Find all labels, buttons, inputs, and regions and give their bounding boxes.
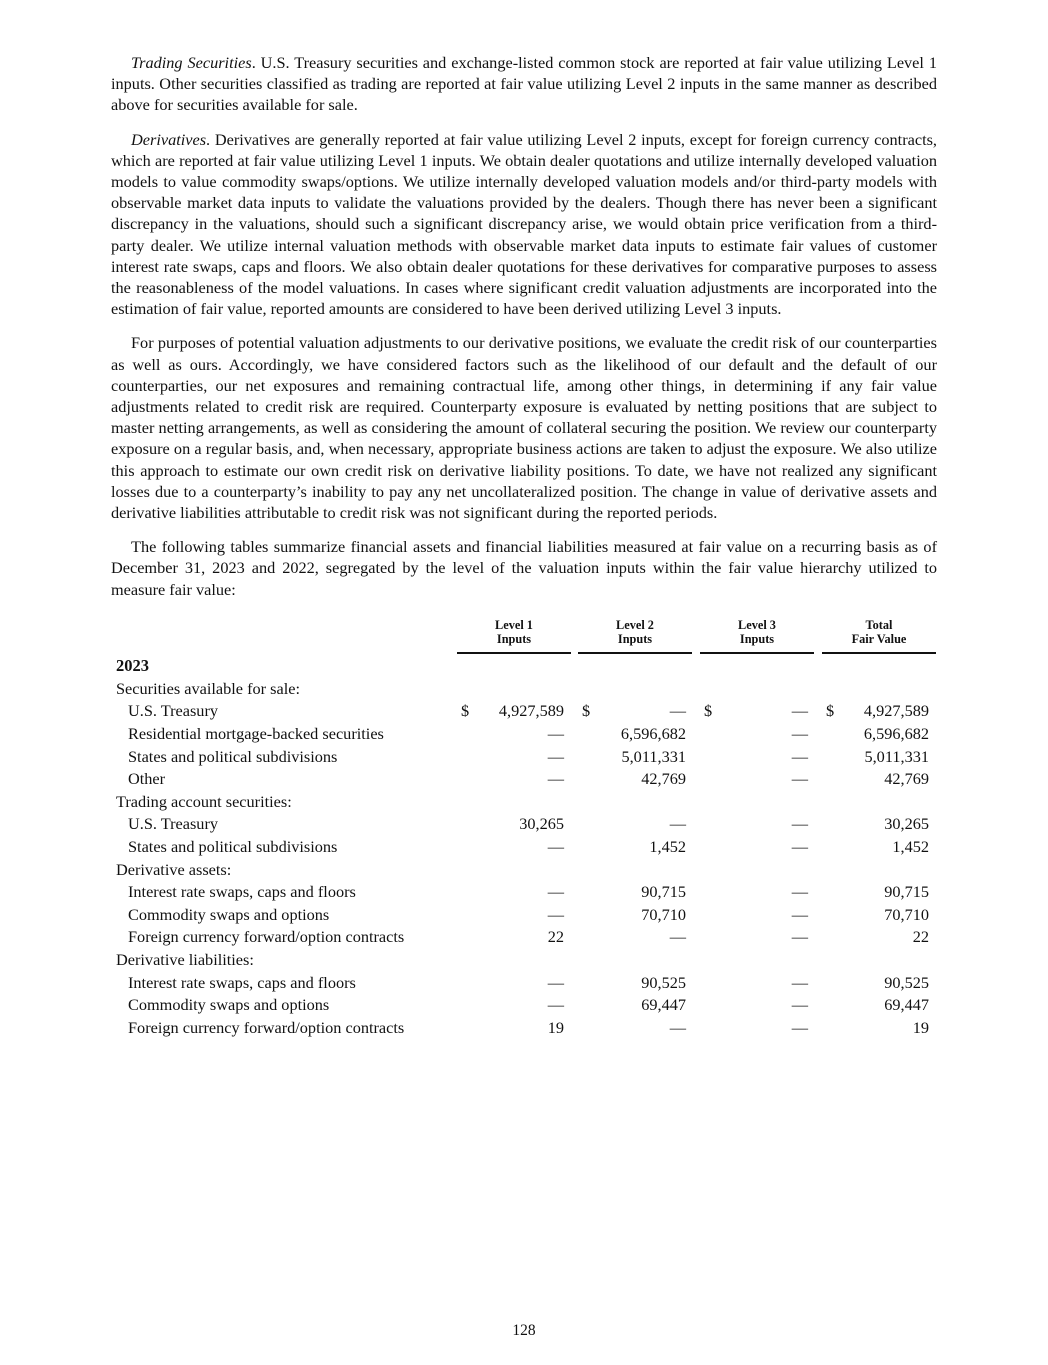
row-label: U.S. Treasury — [128, 701, 219, 721]
total-fair-value: 70,710 — [884, 904, 929, 924]
row-label: Derivative liabilities: — [116, 950, 254, 969]
row-label: Trading account securities: — [116, 791, 292, 811]
level-1-value: — — [547, 904, 564, 924]
level-3-value: — — [791, 972, 808, 992]
column-header-level-2 — [578, 618, 692, 654]
currency-symbol: $ — [826, 701, 835, 721]
total-fair-value: 30,265 — [884, 814, 929, 834]
level-3-value: — — [791, 701, 808, 721]
header-line: Level 3 — [738, 617, 776, 632]
row-label: Other — [128, 769, 166, 789]
level-2-value: 5,011,331 — [621, 746, 686, 766]
table-row — [111, 813, 937, 836]
level-3-value: — — [791, 882, 808, 902]
level-3-value: — — [791, 927, 808, 947]
table-row — [111, 994, 937, 1017]
level-2-value: 42,769 — [641, 769, 686, 789]
level-2-value: — — [669, 701, 686, 721]
table-section-heading — [111, 678, 937, 701]
level-2-value: — — [669, 927, 686, 947]
level-3-value: — — [791, 837, 808, 857]
table-row — [111, 746, 937, 769]
row-label: Foreign currency forward/option contracts — [128, 1017, 405, 1037]
level-2-value: 70,710 — [641, 904, 686, 924]
paragraph-trading-securities — [111, 52, 937, 116]
level-1-value: — — [547, 972, 564, 992]
table-row — [111, 700, 937, 723]
level-1-value: — — [547, 769, 564, 789]
page-content — [111, 52, 937, 1039]
level-1-value: — — [547, 837, 564, 857]
total-fair-value: 1,452 — [892, 837, 929, 857]
paragraph-table-intro — [111, 536, 937, 600]
level-2-value: — — [669, 1017, 686, 1037]
level-3-value: — — [791, 814, 808, 834]
table-section-heading — [111, 949, 937, 972]
table-row — [111, 926, 937, 949]
header-line: Inputs — [739, 631, 775, 646]
table-section-heading — [111, 859, 937, 882]
paragraph-text: For purposes of potential valuation adjustments to our derivative positions, we evaluate the credit risk of our counterparties as well as ours. Accordingly, we have considered factors such as the likelihood of our default and the default of our counterparties, our net exposures and remaining contractual life, among other things, in determining if any fair value adjustments related to credit risk are required. Counterparty exposure is evaluated by netting positions that are subject to master netting arrangements, as well as considering the amount of collateral securing the position. We review our counterparty exposure on a regular basis, and, when necessary, appropriate business actions are taken to adjust the exposure. We also utilize this approach to estimate our own credit risk on derivative liability positions. To date, we have not realized any significant losses due to a counterparty’s inability to pay any net uncollateralized position. The change in value of derivative assets and derivative liabilities attributable to credit risk was not significant during the reported periods. — [111, 333, 937, 523]
header-line: Inputs — [496, 631, 532, 646]
row-label: Interest rate swaps, caps and floors — [128, 882, 356, 902]
paragraph-derivatives — [111, 129, 937, 320]
year-label: 2023 — [116, 655, 149, 675]
year-heading — [111, 654, 937, 678]
row-label: Foreign currency forward/option contracts — [128, 927, 405, 947]
header-line: Level 2 — [616, 617, 654, 632]
level-3-value: — — [791, 1017, 808, 1037]
level-2-value: 90,715 — [641, 882, 686, 902]
total-fair-value: 4,927,589 — [863, 701, 929, 721]
level-2-value: 6,596,682 — [620, 724, 686, 744]
header-line: Total — [865, 617, 893, 632]
level-2-value: — — [669, 814, 686, 834]
table-row — [111, 972, 937, 995]
total-fair-value: 5,011,331 — [864, 746, 929, 766]
level-2-value: 1,452 — [649, 837, 686, 857]
level-1-value: 30,265 — [519, 814, 564, 834]
paragraph-lead: Trading Securities — [131, 53, 252, 72]
header-line: Inputs — [617, 631, 653, 646]
currency-symbol: $ — [704, 701, 713, 721]
level-2-value: 69,447 — [641, 995, 686, 1015]
level-1-value: — — [547, 995, 564, 1015]
row-label: U.S. Treasury — [128, 814, 219, 834]
level-3-value: — — [791, 724, 808, 744]
table-row — [111, 723, 937, 746]
column-header-total — [822, 618, 936, 654]
level-1-value: — — [547, 882, 564, 902]
column-header-level-1 — [457, 618, 571, 654]
paragraph-text: . U.S. Treasury securities and exchange-listed common stock are reported at fair value utilizing Level 1 inputs. Other securities classified as trading are reported at fair value utilizing Level 2 inputs in the same manner as described above for securities available for sale. — [111, 53, 937, 115]
total-fair-value: 6,596,682 — [863, 724, 929, 744]
table-row — [111, 881, 937, 904]
row-label: Residential mortgage-backed securities — [128, 724, 384, 744]
row-label: Securities available for sale: — [116, 678, 300, 698]
row-label: Commodity swaps and options — [128, 904, 330, 924]
row-label: Commodity swaps and options — [128, 995, 330, 1015]
paragraph-credit-risk — [111, 332, 937, 523]
row-label: States and political subdivisions — [128, 746, 338, 766]
header-line: Level 1 — [495, 617, 533, 632]
total-fair-value: 42,769 — [884, 769, 929, 789]
paragraph-text: . Derivatives are generally reported at fair value utilizing Level 2 inputs, except for foreign currency contracts, which are reported at fair value utilizing Level 1 inputs. We obtain dealer quotations and utilize internally developed valuation models to value commodity swaps/options. We utilize internally developed valuation models and/or third-party models with observable market data inputs to validate the valuations provided by the dealers. Though there has never been a significant discrepancy in the valuations, should such a significant discrepancy arise, we would obtain price verification from a third-party dealer. We utilize internal valuation methods with observable market data inputs to estimate fair values of customer interest rate swaps, caps and floors. We also obtain dealer quotations for these derivatives for comparative purposes to assess the reasonableness of the model valuations. In cases where significant credit valuation adjustments are incorporated into the estimation of fair value, reported amounts are considered to have been derived utilizing Level 3 inputs. — [111, 129, 937, 319]
level-1-value: 22 — [547, 927, 564, 947]
column-header-level-3 — [700, 618, 814, 654]
total-fair-value: 22 — [912, 927, 929, 947]
fair-value-table — [111, 618, 937, 1040]
level-1-value: 19 — [547, 1017, 564, 1037]
table-body — [111, 678, 937, 1040]
level-1-value: — — [547, 724, 564, 744]
table-section-heading — [111, 791, 937, 814]
paragraph-text: The following tables summarize financial assets and financial liabilities measured at fair value on a recurring basis as of December 31, 2023 and 2022, segregated by the level of the valuation inputs within the fair value hierarchy utilized to measure fair value: — [111, 537, 937, 599]
level-3-value: — — [791, 904, 808, 924]
table-row — [111, 836, 937, 859]
level-2-value: 90,525 — [641, 972, 686, 992]
row-label: Derivative assets: — [116, 859, 232, 879]
level-3-value: — — [791, 769, 808, 789]
level-3-value: — — [791, 995, 808, 1015]
paragraph-lead: Derivatives — [131, 129, 207, 149]
table-header-row — [111, 618, 937, 654]
row-label: Interest rate swaps, caps and floors — [128, 972, 356, 992]
page-number: 128 — [512, 1322, 536, 1339]
level-3-value: — — [791, 746, 808, 766]
total-fair-value: 19 — [912, 1017, 929, 1037]
currency-symbol: $ — [582, 701, 591, 721]
table-row — [111, 768, 937, 791]
header-line: Fair Value — [851, 631, 907, 646]
level-1-value: — — [547, 746, 564, 766]
total-fair-value: 90,525 — [884, 972, 929, 992]
total-fair-value: 90,715 — [884, 882, 929, 902]
table-row — [111, 1017, 937, 1040]
currency-symbol: $ — [461, 701, 470, 721]
level-1-value: 4,927,589 — [498, 701, 564, 721]
row-label: States and political subdivisions — [128, 837, 338, 857]
table-row — [111, 904, 937, 927]
total-fair-value: 69,447 — [884, 995, 929, 1015]
